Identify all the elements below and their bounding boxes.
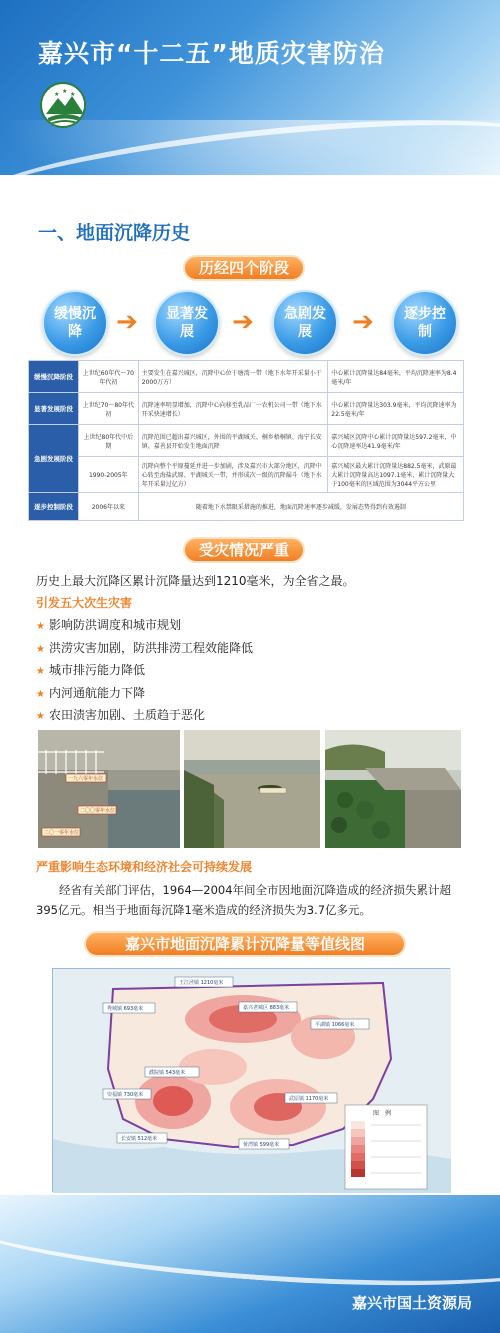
map-pill: 嘉兴市地面沉降累计沉降量等值线图 xyxy=(84,931,406,957)
map-legend xyxy=(345,1105,427,1189)
svg-text:★: ★ xyxy=(70,91,76,98)
stages-table xyxy=(28,360,464,521)
photo-riverbank-water-levels xyxy=(38,730,180,848)
water-level-tag: 一九六零年水位 xyxy=(68,776,104,782)
table-cell-period: 2006年以来 xyxy=(78,493,138,521)
table-row xyxy=(29,361,464,393)
list-item-text: 影响防洪调度和城市规划 xyxy=(48,618,181,632)
map-label: 濮院镇 543毫米 xyxy=(149,1070,186,1076)
photo-canal xyxy=(184,730,320,848)
stage-circle: 缓慢沉降 xyxy=(42,290,108,356)
table-row xyxy=(29,393,464,425)
list-item xyxy=(36,704,253,727)
contour-map xyxy=(52,968,450,1192)
stage-circle: 逐步控制 xyxy=(392,290,458,356)
impact-paragraph: 经省有关部门评估，1964—2004年间全市因地面沉降造成的经济损失累计超395亿元。相当于地面每沉降1毫米造成的经济损失为3.7亿多元。 xyxy=(36,883,452,917)
stage-circle: 显著发展 xyxy=(154,290,220,356)
stage-circle: 急剧发展 xyxy=(272,290,338,356)
map-label: 崇福镇 730毫米 xyxy=(107,1092,144,1098)
lead-text: 历史上最大沉降区累计沉降量达到1210毫米，为全省之最。 xyxy=(36,574,355,588)
list-item-text: 城市排污能力降低 xyxy=(48,663,145,677)
table-cell-desc: 沉降范围已超出嘉兴城区，外围的平湖城关、桐乡梧桐镇、海宁长安镇、嘉善县开始发生地面沉降 xyxy=(138,425,328,457)
logo-icon xyxy=(40,82,86,128)
table-cell-period: 上世纪80年代中后期 xyxy=(78,425,138,457)
map-label: 平湖镇 1066毫米 xyxy=(315,1022,355,1028)
water-level-tag: 二〇〇零年水位 xyxy=(80,808,116,814)
table-cell-period: 上世纪60年代～70年代初 xyxy=(78,361,138,393)
photo-bridge-weeds xyxy=(325,730,461,848)
map-label: 黄湾镇 599毫米 xyxy=(243,1142,280,1148)
water-level-tag: 二〇一零年水位 xyxy=(44,830,80,836)
svg-text:★: ★ xyxy=(62,88,68,95)
page-title: 嘉兴市“十二五”地质灾害防治 xyxy=(38,39,385,68)
star-icon: ★ xyxy=(36,666,45,677)
table-row xyxy=(29,493,464,521)
list-item xyxy=(36,614,253,637)
table-cell-desc: 随着地下水禁限采措施的推进，地面沉降速率逐步减缓，发展态势得到有效遏制 xyxy=(138,493,463,521)
table-cell-period: 上世纪70～80年代初 xyxy=(78,393,138,425)
table-cell-result: 嘉兴城区沉降中心累计沉降量达597.2毫米，中心沉降速率达41.9毫米/年 xyxy=(328,425,464,457)
table-cell-period: 1990-2005年 xyxy=(78,457,138,493)
section-title: 一、地面沉降历史 xyxy=(38,222,191,244)
table-cell-desc: 沉降速率明显增加，沉降中心向移至乳品厂一农机公司一带（地下水开采快速增长） xyxy=(138,393,328,425)
arrow-right-icon: ➔ xyxy=(232,307,254,337)
table-cell-result: 中心累计沉降量达84毫米，平均沉降速率为8.4毫米/年 xyxy=(328,361,464,393)
table-cell-result: 中心累计沉降量达303.9毫米，平均沉降速率为22.5毫米/年 xyxy=(328,393,464,425)
legend-title: 图 例 xyxy=(373,1110,392,1117)
disaster-pill: 受灾情况严重 xyxy=(183,537,305,563)
table-cell-stage: 显著发展阶段 xyxy=(29,393,79,425)
table-cell-stage: 逐步控制阶段 xyxy=(29,493,79,521)
table-row xyxy=(29,425,464,457)
footer-organization: 嘉兴市国土资源局 xyxy=(351,1294,472,1312)
star-icon: ★ xyxy=(36,688,45,700)
star-icon: ★ xyxy=(36,621,45,632)
star-icon: ★ xyxy=(36,643,45,655)
map-label: 秀城镇 693毫米 xyxy=(107,1006,144,1012)
svg-text:★: ★ xyxy=(54,91,60,98)
map-label: 嘉兴老城区 883毫米 xyxy=(243,1005,290,1011)
map-label: 王江泾镇 1210毫米 xyxy=(179,980,224,986)
stages-pill: 历经四个阶段 xyxy=(183,255,305,281)
list-item xyxy=(36,637,253,660)
list-item-text: 农田渍害加剧、土质趋于恶化 xyxy=(48,708,205,722)
arrow-right-icon: ➔ xyxy=(352,307,374,337)
arrow-right-icon: ➔ xyxy=(116,307,138,337)
table-cell-stage: 缓慢沉降阶段 xyxy=(29,361,79,393)
map-label: 长安镇 512毫米 xyxy=(121,1136,158,1142)
star-icon: ★ xyxy=(36,711,45,722)
list-item xyxy=(36,682,253,705)
table-cell-stage: 急剧发展阶段 xyxy=(29,425,79,493)
map-label: 武原镇 1170毫米 xyxy=(289,1096,329,1102)
bullet-list xyxy=(36,614,253,727)
list-item xyxy=(36,659,253,682)
impact-heading: 严重影响生态环境和经济社会可持续发展 xyxy=(36,860,253,874)
table-cell-desc: 主要发生在嘉兴城区，沉降中心位于塘湾一带（地下水年开采量小于2000万方） xyxy=(138,361,328,393)
list-item-text: 内河通航能力下降 xyxy=(48,685,145,700)
secondary-disasters-heading: 引发五大次生灾害 xyxy=(36,596,133,610)
table-cell-result: 嘉兴城区最大累计沉降量达882.5毫米，武原最大累计沉降量高达1097.1毫米，累计沉降量大于100毫米的区域范围为3044平方公里 xyxy=(328,457,464,493)
table-row xyxy=(29,457,464,493)
list-item-text: 洪涝灾害加剧，防洪排涝工程效能降低 xyxy=(48,640,253,655)
table-cell-desc: 沉降向整个平原蔓延并进一步加剧，涉及嘉兴市大部分地区，沉降中心转至海盐武原、平湖城关一带，并形成次一级的沉降漏斗（地下水年开采量过亿方） xyxy=(138,457,328,493)
